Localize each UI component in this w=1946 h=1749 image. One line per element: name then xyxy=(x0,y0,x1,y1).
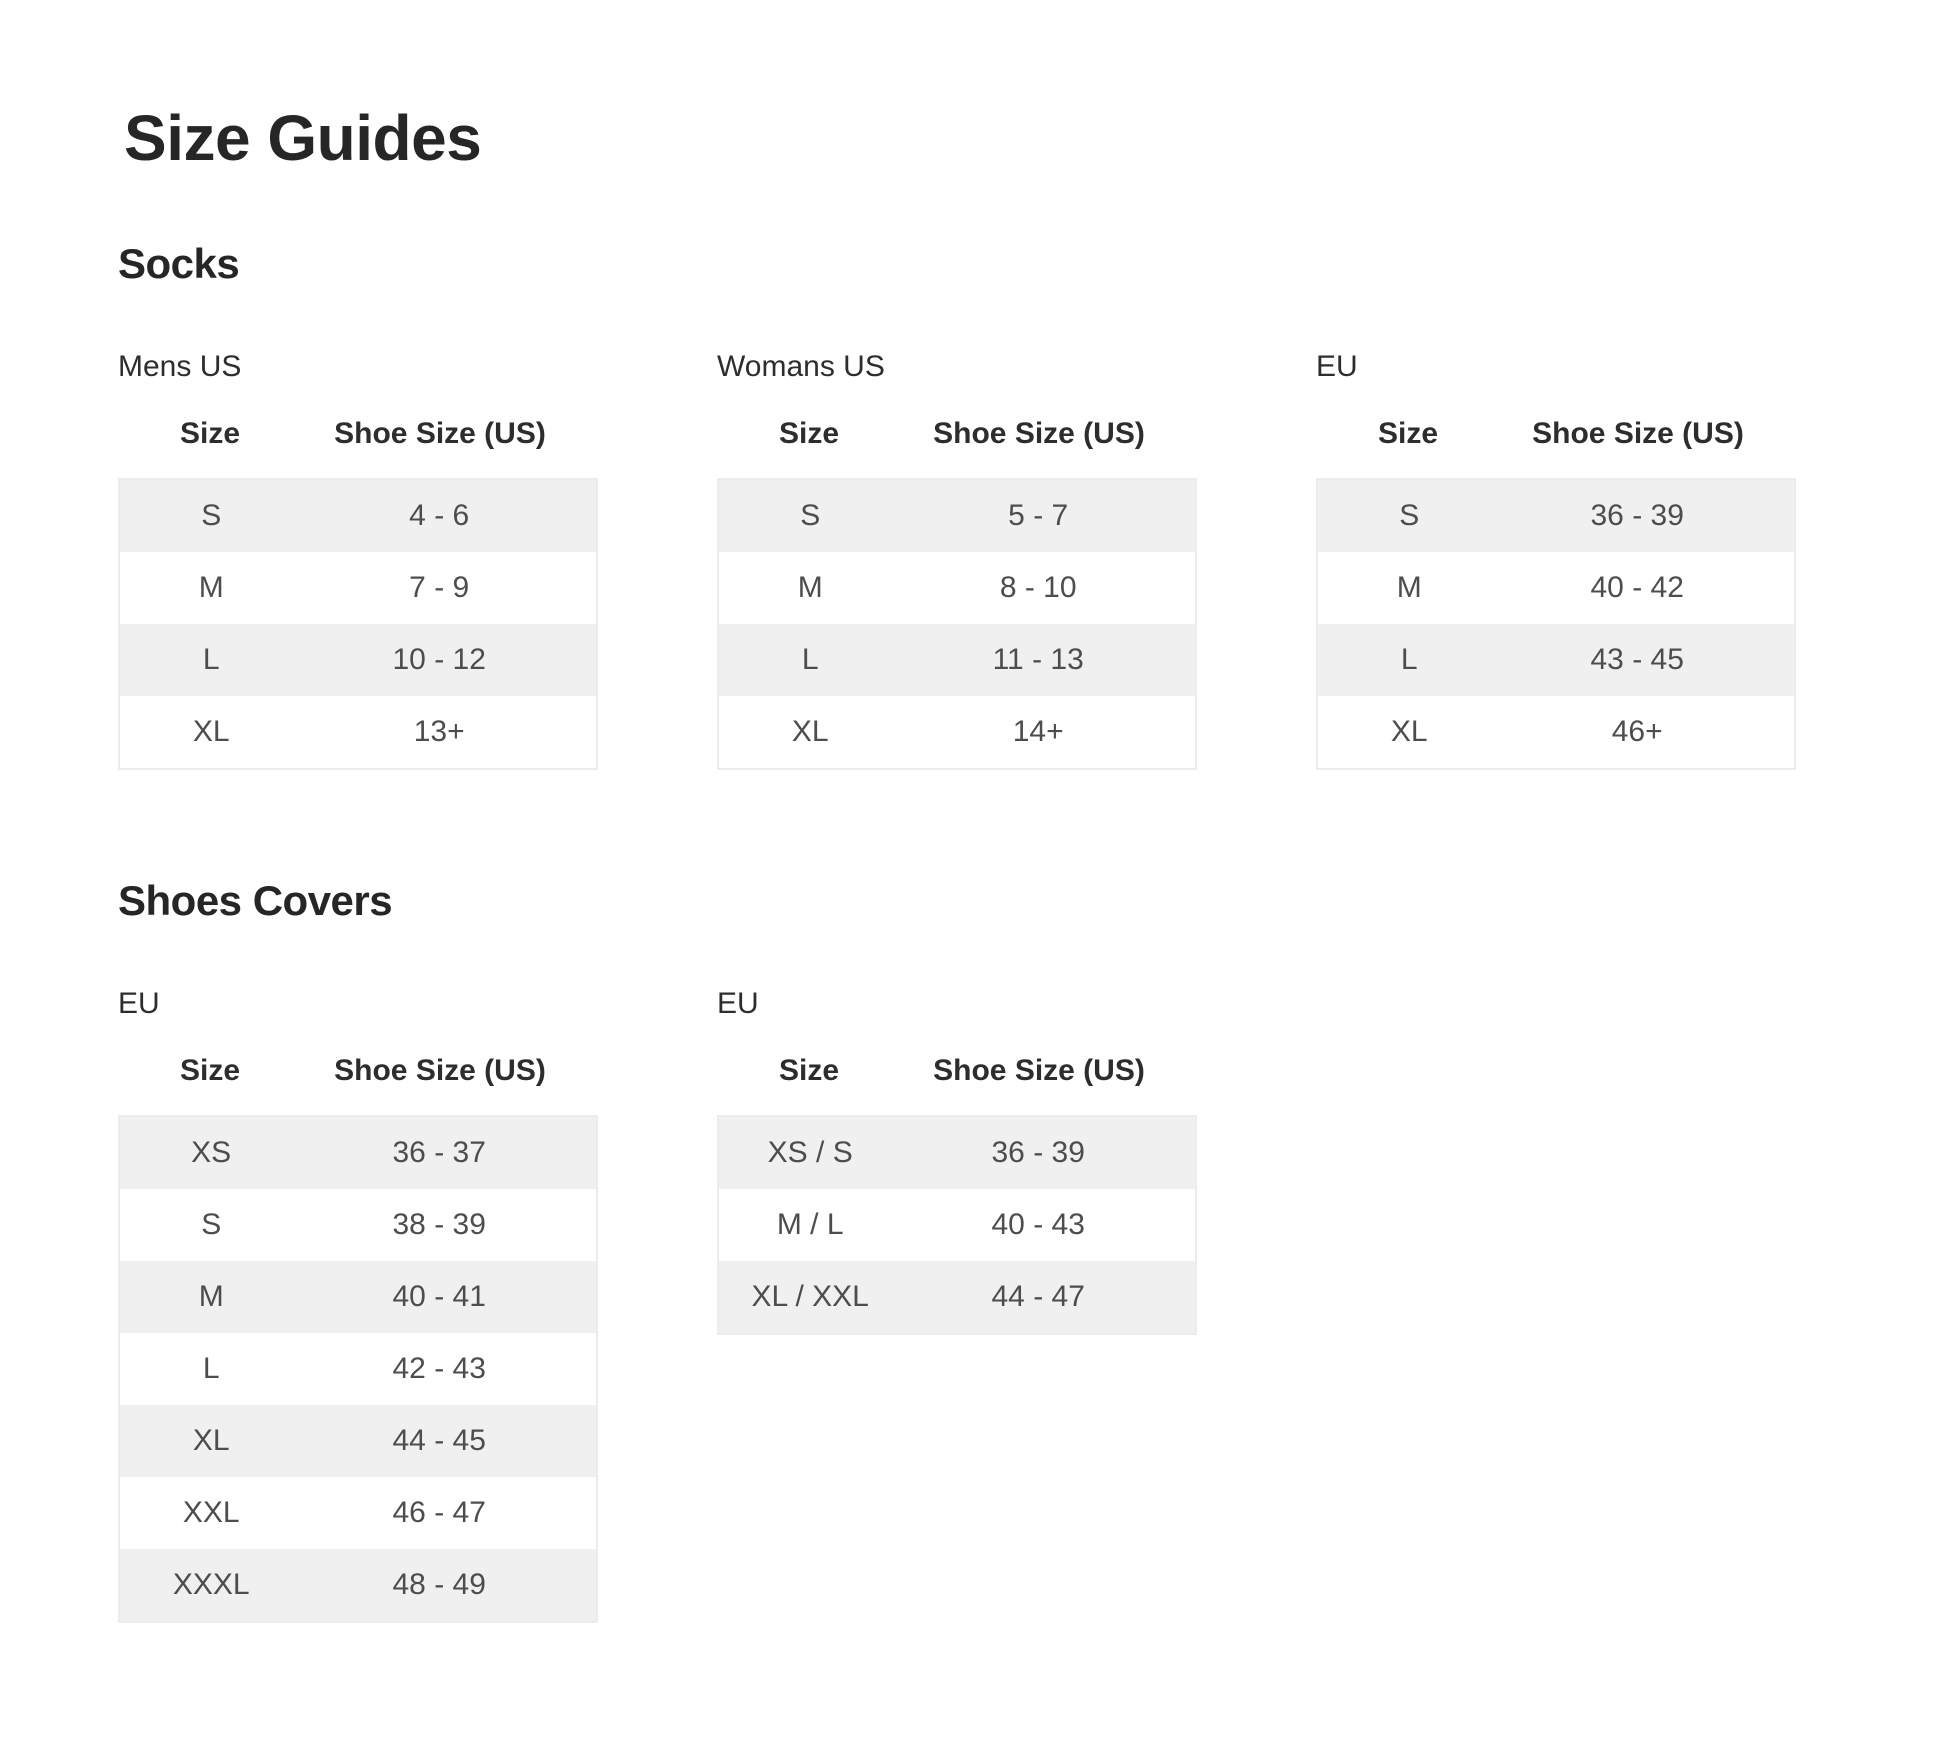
column-headers xyxy=(1316,419,1796,449)
column-header-shoe-size: Shoe Size (US) xyxy=(933,417,1145,450)
table-row xyxy=(719,1261,1195,1333)
shoe-size-cell: 14+ xyxy=(1012,715,1064,748)
page-title: Size Guides xyxy=(124,102,482,174)
shoe-size-cell: 11 - 13 xyxy=(992,643,1084,676)
column-header-size: Size xyxy=(778,1054,840,1087)
size-cell: L xyxy=(202,643,220,676)
size-table-socks-eu xyxy=(1316,352,1796,770)
size-cell: M xyxy=(198,1280,224,1313)
size-cell: XL / XXL xyxy=(751,1280,869,1313)
section-heading-socks: Socks xyxy=(118,240,240,287)
table-row xyxy=(719,1117,1195,1189)
column-headers xyxy=(118,419,598,449)
size-cell: M / L xyxy=(776,1208,844,1241)
table-row xyxy=(120,1261,596,1333)
table-row xyxy=(120,552,596,624)
size-cell: S xyxy=(800,499,821,532)
table-row xyxy=(120,1189,596,1261)
size-cell: M xyxy=(1396,571,1422,604)
size-table-socks-womans-us xyxy=(717,352,1197,770)
shoe-size-cell: 8 - 10 xyxy=(999,571,1077,604)
table-row xyxy=(719,552,1195,624)
size-cell: S xyxy=(201,499,222,532)
column-header-shoe-size: Shoe Size (US) xyxy=(334,417,546,450)
table-body xyxy=(717,1115,1197,1335)
shoe-size-cell: 40 - 42 xyxy=(1590,571,1684,604)
column-headers xyxy=(717,419,1197,449)
socks-tables-row xyxy=(118,352,1798,770)
table-label: EU xyxy=(1316,350,1358,383)
table-row xyxy=(1318,552,1794,624)
shoes-covers-tables-row xyxy=(118,989,1798,1623)
size-cell: M xyxy=(198,571,224,604)
size-cell: S xyxy=(201,1208,222,1241)
size-cell: XL xyxy=(192,715,230,748)
table-row xyxy=(120,624,596,696)
table-row xyxy=(719,624,1195,696)
shoe-size-cell: 13+ xyxy=(413,715,465,748)
shoe-size-cell: 36 - 39 xyxy=(991,1136,1085,1169)
size-cell: XL xyxy=(1390,715,1428,748)
table-row xyxy=(719,696,1195,768)
size-cell: XS / S xyxy=(767,1136,853,1169)
column-header-shoe-size: Shoe Size (US) xyxy=(1532,417,1744,450)
shoe-size-cell: 4 - 6 xyxy=(409,499,470,532)
size-cell: L xyxy=(1400,643,1418,676)
shoe-size-cell: 10 - 12 xyxy=(392,643,486,676)
size-cell: XL xyxy=(192,1424,230,1457)
shoe-size-cell: 46 - 47 xyxy=(392,1496,486,1529)
table-row xyxy=(120,1117,596,1189)
table-body xyxy=(1316,478,1796,770)
size-table-socks-mens-us xyxy=(118,352,598,770)
column-header-size: Size xyxy=(1377,417,1439,450)
table-row xyxy=(1318,696,1794,768)
table-body xyxy=(118,478,598,770)
shoe-size-cell: 46+ xyxy=(1611,715,1663,748)
shoe-size-cell: 40 - 43 xyxy=(991,1208,1085,1241)
table-label: Mens US xyxy=(118,350,242,383)
size-cell: L xyxy=(202,1352,220,1385)
table-row xyxy=(719,480,1195,552)
shoe-size-cell: 43 - 45 xyxy=(1590,643,1684,676)
table-label: EU xyxy=(717,987,759,1020)
shoe-size-cell: 36 - 39 xyxy=(1590,499,1684,532)
column-header-shoe-size: Shoe Size (US) xyxy=(334,1054,546,1087)
table-label: Womans US xyxy=(717,350,885,383)
column-headers xyxy=(717,1056,1197,1086)
table-body xyxy=(717,478,1197,770)
shoe-size-cell: 36 - 37 xyxy=(392,1136,486,1169)
table-label: EU xyxy=(118,987,160,1020)
table-row xyxy=(1318,480,1794,552)
size-cell: XL xyxy=(791,715,829,748)
size-cell: M xyxy=(797,571,823,604)
shoe-size-cell: 38 - 39 xyxy=(392,1208,486,1241)
table-row xyxy=(120,1405,596,1477)
size-table-shoes-covers-eu-2 xyxy=(717,989,1197,1335)
size-cell: XXXL xyxy=(172,1568,250,1601)
table-row xyxy=(120,480,596,552)
table-row xyxy=(719,1189,1195,1261)
column-header-shoe-size: Shoe Size (US) xyxy=(933,1054,1145,1087)
table-body xyxy=(118,1115,598,1623)
shoe-size-cell: 44 - 47 xyxy=(991,1280,1085,1313)
size-cell: S xyxy=(1399,499,1420,532)
section-heading-shoes-covers: Shoes Covers xyxy=(118,877,393,924)
size-cell: XXL xyxy=(182,1496,240,1529)
shoe-size-cell: 42 - 43 xyxy=(392,1352,486,1385)
shoe-size-cell: 40 - 41 xyxy=(392,1280,486,1313)
table-row xyxy=(120,1549,596,1621)
column-header-size: Size xyxy=(179,1054,241,1087)
size-cell: XS xyxy=(191,1136,232,1169)
column-header-size: Size xyxy=(778,417,840,450)
table-row xyxy=(120,696,596,768)
column-headers xyxy=(118,1056,598,1086)
table-row xyxy=(120,1333,596,1405)
size-cell: L xyxy=(801,643,819,676)
table-row xyxy=(120,1477,596,1549)
table-row xyxy=(1318,624,1794,696)
shoe-size-cell: 7 - 9 xyxy=(409,571,470,604)
size-table-shoes-covers-eu-1 xyxy=(118,989,598,1623)
shoe-size-cell: 48 - 49 xyxy=(392,1568,486,1601)
column-header-size: Size xyxy=(179,417,241,450)
shoe-size-cell: 5 - 7 xyxy=(1008,499,1069,532)
shoe-size-cell: 44 - 45 xyxy=(392,1424,486,1457)
